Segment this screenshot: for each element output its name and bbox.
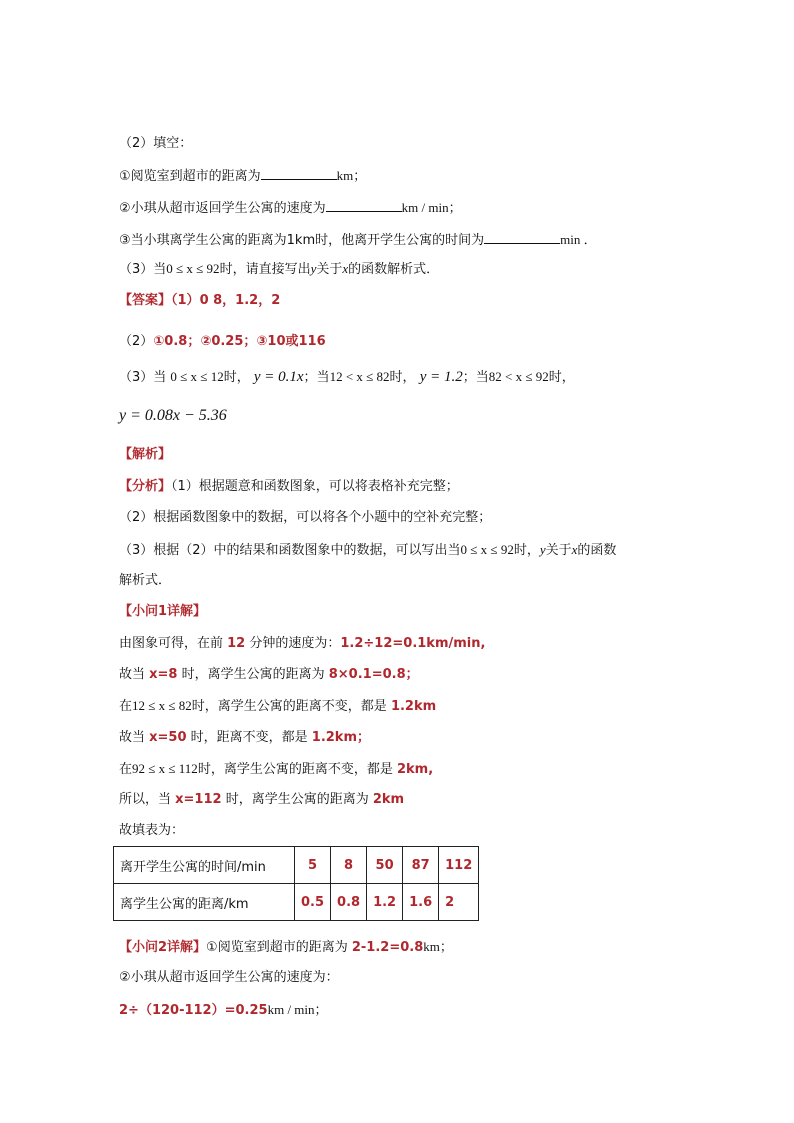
answer-part1-value: 0 8，1.2，2 (199, 293, 281, 308)
answer-blank (484, 230, 560, 244)
d2-text: ①阅览室到超市的距离为 (206, 940, 352, 955)
d1-value: 1.2km (390, 699, 437, 714)
d2-value: 2÷（120-112）=0.25 (119, 1003, 268, 1018)
table-cell: 1.2 (367, 884, 403, 921)
d1-value: x=112 (175, 792, 222, 807)
answer-text: 时， (389, 370, 416, 385)
analysis-fen1 (119, 478, 459, 496)
d1-text: 时，距离不变，都是 (186, 730, 312, 745)
table-cell: 112 (439, 847, 479, 884)
q3-x: x (342, 261, 349, 276)
detail1-line6 (119, 791, 404, 809)
fen3-range: 0 ≤ x ≤ 92 (460, 542, 514, 557)
d1-text: 时，离学生公寓的距离为 (221, 792, 373, 807)
q3-text: 关于 (316, 262, 343, 277)
answer-formula: y = 0.1x (253, 369, 304, 385)
q2-title: （2）填空： (119, 136, 193, 151)
detail2-line1 (119, 938, 453, 957)
q2-item1-text: ①阅览室到超市的距离为 (119, 169, 261, 184)
table-cell: 5 (295, 847, 331, 884)
d1-text: 分钟的速度为： (245, 636, 341, 651)
d1-range: 12 ≤ x ≤ 82 (132, 698, 192, 713)
table-cell: 0.5 (295, 884, 331, 921)
fen1-text: （1）根据题意和函数图象，可以将表格补充完整； (171, 479, 459, 494)
d1-text: 故当 (119, 667, 150, 682)
q2-item3 (119, 230, 597, 250)
fen3-text: 关于 (545, 543, 572, 558)
d1-value: 12 (227, 636, 246, 651)
detail1-line1 (119, 635, 485, 653)
detail1-line3 (119, 697, 436, 716)
q2-item2-text: ②小琪从超市返回学生公寓的速度为 (119, 201, 326, 216)
q2-item2 (119, 198, 462, 218)
d1-value: 8×0.1=0.8； (328, 667, 419, 682)
d1-text: 时，离学生公寓的距离不变，都是 (197, 762, 397, 777)
fen3-y: y (539, 542, 546, 557)
q3-range: 0 ≤ x ≤ 92 (166, 261, 220, 276)
d1-text: 在 (119, 699, 133, 714)
answer-range: 0 ≤ x ≤ 12 (170, 369, 224, 384)
answer-part2 (119, 333, 326, 351)
answer-part1-prefix: （1） (171, 293, 200, 308)
detail2-label: 【小问2详解】 (119, 940, 207, 955)
fen3-text: 的函数 (577, 543, 617, 558)
d1-value: 1.2km； (311, 730, 371, 745)
d1-text: 故当 (119, 730, 150, 745)
detail1-label: 【小问1详解】 (119, 604, 207, 619)
q3-text: 的函数解析式． (348, 262, 440, 277)
table-row-header: 离开学生公寓的时间/min (114, 847, 295, 884)
d1-value: 1.2÷12=0.1km/min, (340, 636, 486, 651)
answer-table (113, 846, 479, 921)
detail2-line3 (119, 1001, 328, 1020)
answer-label: 【答案】 (119, 293, 172, 308)
answer-text: 时， (548, 370, 575, 385)
d1-text: 由图象可得，在前 (119, 636, 228, 651)
d1-text: 时，离学生公寓的距离不变，都是 (191, 699, 391, 714)
q2-item3-text: ③当小琪离学生公寓的距离为1km时，他离开学生公寓的时间为 (119, 233, 485, 248)
analysis-fen3-cont: 解析式． (119, 573, 172, 588)
detail1-line4 (119, 729, 370, 747)
fen-label: 【分析】 (119, 479, 172, 494)
detail1-fill-label: 故填表为： (119, 823, 185, 838)
answer-text: 时， (223, 370, 250, 385)
analysis-fen3 (119, 541, 616, 560)
d1-value: x=8 (149, 667, 178, 682)
table-row-header: 离学生公寓的距离/km (114, 884, 295, 921)
q3-text: 时，请直接写出 (219, 262, 311, 277)
answer-part2-value: ①0.8；②0.25；③10或116 (153, 334, 326, 349)
d1-range: 92 ≤ x ≤ 112 (132, 761, 198, 776)
answer-formula: y = 1.2 (419, 369, 463, 385)
d1-text: 在 (119, 762, 133, 777)
answer-text: ；当 (462, 370, 489, 385)
d1-text: 所以，当 (119, 792, 176, 807)
answer-blank (326, 198, 402, 212)
table-cell: 0.8 (331, 884, 367, 921)
answer-range: 12 < x ≤ 82 (329, 369, 390, 384)
table-cell: 1.6 (403, 884, 439, 921)
table-cell: 50 (367, 847, 403, 884)
d1-value: x=50 (149, 730, 187, 745)
d2-unit: km； (423, 939, 453, 954)
answer-part1 (119, 292, 280, 310)
fen3-text: 时， (513, 543, 540, 558)
d2-unit: km / min； (267, 1002, 328, 1017)
q3-prefix: （3）当 (119, 262, 167, 277)
q3-question (119, 260, 439, 279)
detail2-line2: ②小琪从超市返回学生公寓的速度为： (119, 970, 339, 985)
answer-formula-3: y = 0.08x − 5.36 (119, 407, 227, 424)
d1-text: 时，离学生公寓的距离为 (177, 667, 329, 682)
q2-item2-unit: km / min； (401, 200, 462, 215)
table-cell: 8 (331, 847, 367, 884)
answer-text: ；当 (303, 370, 330, 385)
d1-value: 2km (372, 792, 405, 807)
table-cell: 87 (403, 847, 439, 884)
analysis-fen2: （2）根据函数图象中的数据，可以将各个小题中的空补充完整； (119, 510, 492, 525)
q3-y: y (310, 261, 317, 276)
q2-item1-unit: km； (336, 168, 367, 183)
answer-range: 82 < x ≤ 92 (488, 369, 549, 384)
q2-item1 (119, 166, 366, 186)
answer-blank (261, 166, 337, 180)
detail1-line2 (119, 666, 419, 684)
q2-item3-unit: min ． (560, 232, 597, 247)
d2-value: 2-1.2=0.8 (351, 940, 424, 955)
d1-value: 2km, (396, 762, 434, 777)
analysis-label: 【解析】 (119, 447, 172, 462)
answer-part3 (119, 368, 575, 387)
table-row (114, 847, 479, 884)
table-row (114, 884, 479, 921)
table-cell: 2 (439, 884, 479, 921)
detail1-line5 (119, 760, 433, 779)
answer-part2-prefix: （2） (119, 334, 154, 349)
answer-part3-prefix: （3）当 (119, 370, 167, 385)
fen3-text: （3）根据（2）中的结果和函数图象中的数据，可以写出当 (119, 543, 461, 558)
fen3-x: x (571, 542, 578, 557)
